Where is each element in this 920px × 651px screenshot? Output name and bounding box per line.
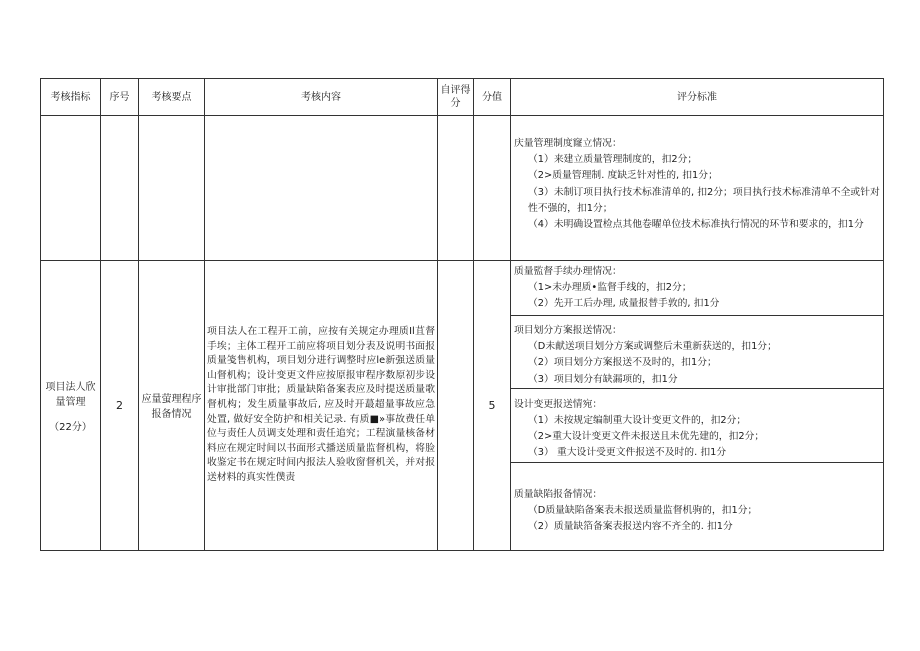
row2-score: 5: [474, 261, 511, 551]
criteria-group: [511, 316, 884, 389]
group-title: 项目划分方案报送情况：: [514, 325, 622, 336]
row2-key-point: [139, 261, 205, 551]
criteria-title: 庆量管理制度窿立情况：: [514, 138, 622, 149]
group-item: （2）质量缺箔备案表报送内容不齐全的. 扣1分: [528, 521, 733, 533]
assessment-table: [40, 78, 884, 551]
group-item: （2）先开工后办理, 成量报替手敦的, 扣1分: [528, 298, 720, 310]
group-item: （2>重大设计变更文件未报送且未优先建的，扣2分；: [528, 431, 765, 443]
header-self-score-line1: 自评得: [440, 85, 471, 96]
header-score: 分值: [474, 79, 511, 116]
row1-self-score: [438, 116, 474, 261]
criteria-item: （1）来建立质量管理制度的，扣2分；: [528, 154, 698, 166]
indicator-score: （22分）: [49, 421, 92, 433]
group-item: （1）未按规定编制重大设计变更文件的，扣2分；: [528, 415, 747, 427]
group-item: （3） 重大设计受更文件报送不及时的. 扣1分: [528, 447, 727, 459]
row1-content: [205, 116, 438, 261]
row1-key-point: [139, 116, 205, 261]
group-item: （D未献送项目划分方案或调整后未重新获送的，扣1分；: [528, 341, 777, 353]
group-title: 质量監督手续办理情况：: [514, 266, 622, 277]
header-indicator: 考核指标: [41, 79, 101, 116]
header-seq: 序号: [101, 79, 139, 116]
key-point-line: 报备情况: [151, 409, 192, 421]
group-title: 质量缺陷报备情况：: [514, 488, 603, 500]
row2-seq: 2: [101, 261, 139, 551]
header-criteria: 评分标准: [511, 79, 884, 116]
header-self-score-line2: 分: [450, 98, 461, 109]
criteria-item: （2>质量管理制. 度缺乏针对性的, 扣1分；: [528, 170, 718, 182]
table-header-row: [41, 79, 884, 116]
table-row: [41, 116, 884, 261]
criteria-group: [511, 388, 884, 462]
group-item: （3）项目划分有缺漏项的，扣1分: [528, 373, 678, 385]
criteria-group: [511, 261, 884, 316]
key-point-line: 应量萤理程序: [141, 394, 202, 406]
criteria-item: （4）未明确设置检点其他卷曜单位技术标准执行情况的环节和要求的，扣1分: [528, 219, 864, 231]
indicator-line: 量管理: [55, 396, 86, 408]
row1-score: [474, 116, 511, 261]
criteria-group: [511, 462, 884, 550]
row2-self-score: [438, 261, 474, 551]
row1-seq: [101, 116, 139, 261]
group-item: （D质量缺陷备案表未报送质量监督机驹的，扣1分；: [528, 504, 758, 516]
header-key-point: 考核要点: [139, 79, 205, 116]
group-item: （2）项目划分方案报送不及时的，扣1分；: [528, 357, 717, 369]
indicator-line: 项目法人欣: [45, 381, 96, 393]
group-item: （1>未办理质•监督手线的，扣2分；: [528, 282, 692, 294]
row1-indicator: [41, 116, 101, 261]
header-content: 考核内容: [205, 79, 438, 116]
table-row: [41, 261, 884, 316]
row2-indicator: [41, 261, 101, 551]
row2-content: 项目法人在工程开工前，应按有关规定办理质Il苴督手埃；主体工程开工前应将项目划分表及说明书面报质量笺售机构，项目划分进行调整时应le新强送质量山督机构；设计变更文件应按原报审程序数原初步设计审批部门审批；质量缺陷备案表应及时提送质量歌督机构；发生质量事故后, 应及时开蕞超量事故应急处置, 做好安全防护和相关记录. 有质■»事故费任单位与责任人员调支处理和责任追究；工程演量核备材料应在规定时间以书面形式播送质量监督机构，将脸收鉴定书在规定时间内报法人验收窗督机关，并对报送材料的真实性僕责: [205, 261, 438, 551]
row1-criteria: [511, 116, 884, 261]
header-self-score: [438, 79, 474, 116]
criteria-item: （3）未制订项目执行技术标准清单的, 扣2分；项目执行技术标准清单不全或针对性不强的，扣1分；: [528, 186, 880, 214]
group-title: 设计变更报送情宛：: [514, 398, 603, 410]
